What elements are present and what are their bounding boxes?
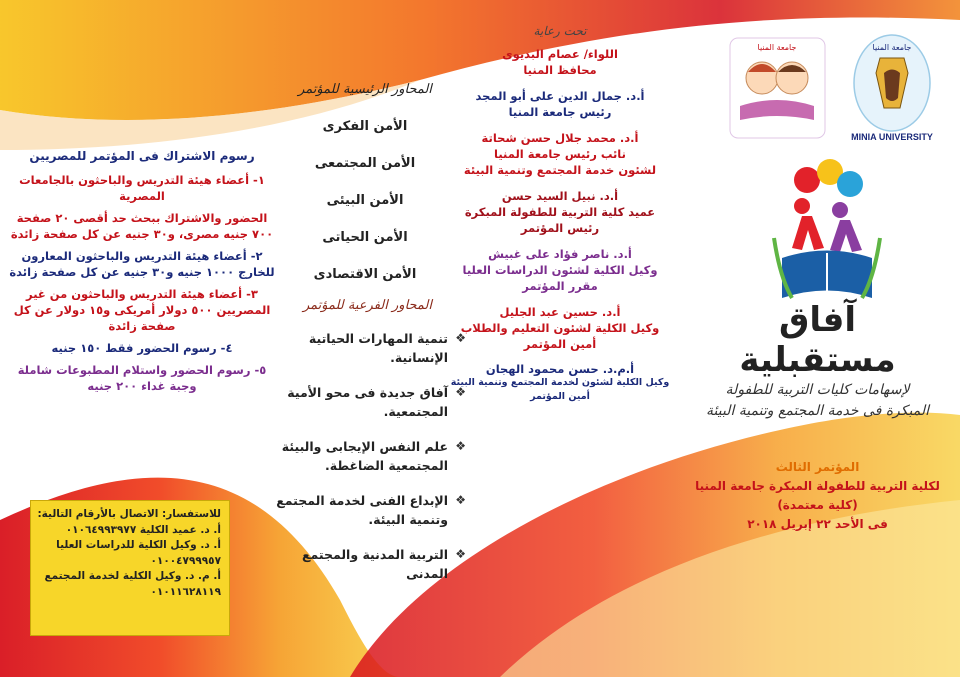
subtitle-line1: لإسهامات كليات التربية للطفولة [725, 382, 910, 398]
sub-axis-item [265, 491, 470, 529]
sponsor-5 [440, 246, 680, 294]
kids-logo-ar: جامعة المنيا [757, 43, 797, 52]
sponsors-header: تحت رعاية [533, 24, 587, 38]
fee-item-1-line1: ١- أعضاء هيئة التدريس والباحثون بالجامعات [19, 173, 265, 187]
sponsor-name: أ.د. نبيل السيد حسن [501, 189, 619, 203]
fee-item-1-detail-line2: ٧٠٠ جنيه مصرى، و٣٠ جنيه عن كل صفحة زائدة [10, 227, 274, 241]
university-logo-ar: جامعة المنيا [872, 43, 912, 52]
fee-item-2-line2: للخارج ١٠٠٠ جنيه و٣٠ جنيه عن كل صفحة زائدة [9, 265, 275, 279]
sponsor-role: نائب رئيس جامعة المنيا [494, 147, 626, 161]
sponsor-role: عميد كلية التربية للطفولة المبكرة [464, 205, 656, 219]
sponsor-name: اللواء/ عصام البديوى [502, 47, 618, 61]
contact-community-phone: ٠١٠١١٦٢٨١١٩ [150, 585, 221, 598]
sponsor-name: أ.م.د. حسن محمود الهجان [485, 362, 635, 376]
sub-axes-title: المحاور الفرعية للمؤتمر [302, 298, 433, 313]
university-logo [720, 28, 940, 148]
bullet-icon: ❖ [455, 385, 466, 399]
fee-item-1-line2: المصرية [119, 189, 165, 203]
children-balloons-icon [772, 158, 882, 308]
bullet-icon: ❖ [455, 331, 466, 345]
sub-axis-item [265, 437, 470, 475]
contact-postgrad-phone: ٠١٠٠٤٧٩٩٩٥٧ [150, 554, 221, 567]
fee-item-3-line2: المصريين ٥٠٠ دولار أمريكى و١٥ دولار عن كل [13, 303, 271, 317]
main-axis-item: الأمن البيئى [326, 193, 404, 208]
sub-axis-text: التربية المدنية والمجتمع المدنى [301, 547, 448, 581]
sponsor-role: أمين المؤتمر [523, 337, 597, 351]
sponsor-name: أ.د. ناصر فؤاد على غبيش [488, 247, 632, 261]
sponsor-role: رئيس المؤتمر [520, 221, 600, 235]
conference-accredited: (كلية معتمدة) [777, 498, 858, 512]
sub-axis-item [265, 545, 470, 583]
fees-title: رسوم الاشتراك فى المؤتمر للمصريين [29, 149, 255, 163]
sponsor-role: مقرر المؤتمر [522, 279, 598, 293]
fee-item-1-detail-line1: الحضور والاشتراك ببحث حد أقصى ٢٠ صفحة [16, 211, 268, 225]
sponsors-section [440, 24, 680, 414]
sponsor-3 [440, 130, 680, 178]
sponsor-name: أ.د. محمد جلال حسن شحاتة [481, 131, 639, 145]
university-logo-en: MINIA UNIVERSITY [851, 132, 933, 142]
sponsor-4 [440, 188, 680, 236]
conference-title: المؤتمر الثالث [775, 460, 860, 474]
main-title: آفاق مستقبلية [739, 300, 896, 380]
main-axis-item: الأمن الحياتى [322, 230, 408, 245]
sponsor-2 [440, 88, 680, 120]
bullet-icon: ❖ [455, 439, 466, 453]
sponsor-role: وكيل الكلية لشئون لخدمة المجتمع وتنمية البيئة [450, 377, 670, 388]
subtitle-line2: المبكرة فى خدمة المجتمع وتنمية البيئة [706, 403, 929, 419]
bullet-icon: ❖ [455, 547, 466, 561]
contact-box [30, 500, 230, 636]
subtitle [700, 380, 935, 422]
fee-item-3-line3: صفحة زائدة [108, 319, 176, 333]
main-axes-title: المحاور الرئيسية للمؤتمر [298, 82, 432, 97]
sponsor-role: وكيل الكلية لشئون الدراسات العليا [462, 263, 658, 277]
sub-axis-text: تنمية المهارات الحياتية الإنسانية. [308, 331, 448, 365]
sponsor-7 [440, 362, 680, 404]
main-axes-section [265, 80, 465, 302]
sponsor-role: أمين المؤتمر [530, 391, 590, 402]
sponsor-6 [440, 304, 680, 352]
contact-title: للاستفسار: الاتصال بالأرقام التالية: [37, 508, 221, 520]
main-axis-item: الأمن الاقتصادى [313, 267, 417, 282]
sponsor-role: رئيس جامعة المنيا [508, 105, 612, 119]
conference-date: فى الأحد ٢٢ إبريل ٢٠١٨ [747, 517, 888, 531]
conference-faculty: لكلية التربية للطفولة المبكرة جامعة المنيا [695, 479, 940, 493]
fee-item-4: ٤- رسوم الحضور فقط ١٥٠ جنيه [51, 341, 233, 355]
sponsor-role: لشئون خدمة المجتمع وتنمية البيئة [463, 163, 657, 177]
sponsor-role: محافظ المنيا [523, 63, 597, 77]
sub-axis-text: علم النفس الإيجابى والبيئة المجتمعية الضاغطة. [281, 439, 448, 473]
sub-axis-text: الإبداع الفنى لخدمة المجتمع وتنمية البيئة. [276, 493, 448, 527]
fee-item-3-line1: ٣- أعضاء هيئة التدريس والباحثون من غير [26, 287, 258, 301]
sponsor-1 [440, 46, 680, 78]
contact-dean: أ. د. عميد الكلية ٠١٠٦٤٩٩٣٩٧٧ [65, 523, 221, 536]
bullet-icon: ❖ [455, 493, 466, 507]
conference-info [690, 458, 945, 534]
logos [720, 28, 940, 148]
sub-axis-text: آفاق جديدة فى محو الأمية المجتمعية. [287, 385, 448, 419]
fee-item-5-line1: ٥- رسوم الحضور واستلام المطبوعات شاملة [17, 363, 267, 377]
main-axis-item: الأمن الفكرى [322, 119, 408, 134]
sponsor-role: وكيل الكلية لشئون التعليم والطلاب [460, 321, 660, 335]
main-axis-item: الأمن المجتمعى [314, 156, 416, 171]
sponsor-name: أ.د. جمال الدين على أبو المجد [475, 89, 645, 103]
sponsor-name: أ.د. حسين عبد الجليل [499, 305, 621, 319]
contact-community-name: أ. م. د. وكيل الكلية لخدمة المجتمع [44, 570, 221, 582]
fees-section [8, 148, 276, 400]
contact-postgrad-name: أ. د. وكيل الكلية للدراسات العليا [56, 539, 221, 551]
fee-item-5-line2: وجبة غداء ٢٠٠ جنيه [87, 379, 197, 393]
fee-item-2-line1: ٢- أعضاء هيئة التدريس والباحثون المعارون [21, 249, 263, 263]
